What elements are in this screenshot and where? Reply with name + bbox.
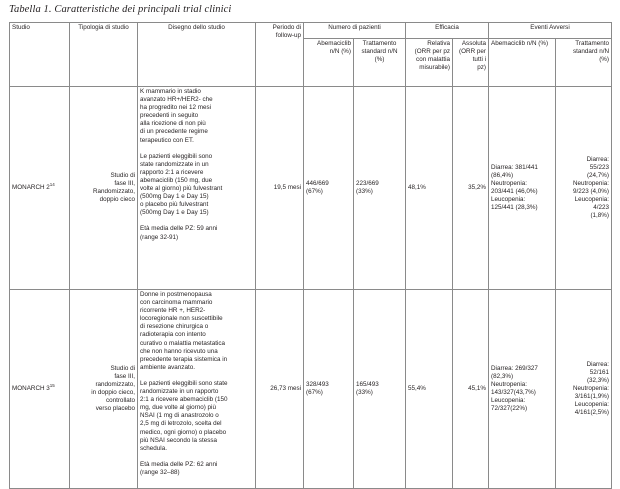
cell-line: (67%) — [306, 389, 323, 396]
cell-line: Studio di — [110, 364, 135, 372]
cell-tipologia — [70, 290, 138, 489]
cell-line: Diarrea: 381/441 — [491, 163, 538, 171]
cell-line: Diarrea: — [586, 155, 609, 163]
cell-line: (86,4%) — [491, 171, 514, 179]
header-tipologia: Tipologia di studio — [70, 23, 138, 87]
cell-line: Neutropenia: — [491, 380, 528, 388]
cell-line: curativo o malattia metastatica — [140, 339, 226, 347]
cell-line: di un precedente regime — [140, 128, 208, 136]
cell-line: (24,7%) — [586, 171, 609, 179]
cell-line: in doppio cieco, — [91, 389, 135, 396]
cell-line: mg, due volte al giorno) più — [140, 404, 216, 412]
study-reference: 14 — [49, 181, 55, 187]
cell-line: ricorrente HR +, HER2- — [140, 307, 206, 315]
cell-line: randomizzato, — [95, 380, 135, 388]
cell-line: 203/441 (46,0%) — [491, 188, 538, 195]
table-row — [10, 87, 612, 290]
cell-line: Randomizzato, — [93, 188, 135, 195]
cell-line: Leucopenia: — [574, 196, 609, 204]
cell-line: fase III, — [114, 372, 135, 380]
cell-line: verso placebo — [95, 405, 135, 413]
cell-line: controllato — [105, 397, 135, 405]
cell-line: terapeutico con ET. — [140, 136, 194, 144]
header-line: tutti i — [472, 56, 486, 64]
header-ev-standard — [556, 39, 612, 87]
header-row-top — [10, 23, 612, 39]
cell-line: rapporto 2:1 a ricevere — [140, 168, 204, 176]
header-numero-pazienti: Numero di pazienti — [304, 23, 406, 39]
cell-studio — [10, 290, 70, 489]
table-body — [10, 87, 612, 489]
cell-eff-relativa: 48,1% — [406, 87, 453, 290]
cell-line: 2:1 a ricevere abemaciclib (150 — [140, 396, 228, 404]
cell-line: con carcinoma mammario — [140, 299, 213, 307]
table-caption: Tabella 1. Caratteristiche dei principali trial clinici — [9, 4, 232, 15]
cell-line: (33%) — [356, 389, 373, 396]
header-eff-relativa — [406, 39, 453, 87]
cell-line: alla ricezione di non più — [140, 120, 206, 128]
cell-studio — [10, 87, 70, 290]
design-paragraph — [140, 461, 253, 477]
header-ev-abemaciclib: Abemaciclib n/N (%) — [489, 39, 556, 87]
cell-line: schedula. — [140, 444, 167, 452]
cell-line: Leucopenia: — [491, 196, 526, 204]
cell-line: Le pazienti eleggibili sono state — [140, 379, 228, 387]
cell-line: NSAI (1 mg di anastrozolo o — [140, 412, 219, 420]
header-line: (%) — [599, 56, 609, 64]
cell-eff-assoluta: 35,2% — [453, 87, 489, 290]
design-paragraph — [140, 291, 253, 372]
header-line: (ORR per — [459, 48, 486, 56]
cell-line: ha progredito nei 12 mesi — [140, 104, 212, 112]
cell-line: Le pazienti eleggibili sono — [140, 152, 213, 160]
cell-line: Età media delle PZ: 62 anni — [140, 460, 218, 468]
design-paragraph — [140, 380, 253, 453]
study-name: MONARCH $3^{15}$ — [12, 382, 55, 392]
cell-line: (1,8%) — [590, 212, 609, 220]
cell-line: 9/223 (4,0%) — [572, 188, 609, 195]
cell-line: (33%) — [356, 188, 373, 195]
design-paragraph — [140, 225, 253, 241]
header-num-abemaciclib — [304, 39, 354, 87]
cell-line: precedente terapia sistemica in — [140, 355, 228, 363]
header-line: (ORR per pz — [414, 48, 450, 56]
cell-eff-assoluta: 45,1% — [453, 290, 489, 489]
header-periodo — [256, 23, 304, 87]
header-line: standard n/N — [572, 48, 609, 56]
header-line: con malattia — [416, 56, 450, 64]
cell-line: Leucopenia: — [574, 401, 609, 409]
header-line: Relativa — [427, 40, 450, 47]
cell-line: 223/669 — [356, 179, 379, 187]
cell-line: Donne in postmenopausa — [140, 291, 212, 298]
table-row — [10, 290, 612, 489]
header-periodo-line: Periodo di — [272, 24, 301, 31]
cell-line: abemaciclib (150 mg, due — [140, 176, 213, 184]
cell-line: doppio cieco — [99, 196, 135, 204]
header-line: pz) — [477, 64, 486, 72]
cell-line: Neutropenia: — [572, 384, 609, 392]
cell-line: 2,5 mg di letrozolo, scelta del — [140, 420, 222, 428]
design-paragraph — [140, 88, 253, 145]
cell-line: (range 32–88) — [140, 468, 180, 476]
cell-line: che non hanno ricevuto una — [140, 347, 218, 355]
header-periodo-line: follow-up — [275, 32, 301, 40]
header-studio: Studio — [10, 23, 70, 87]
cell-line: 446/669 — [306, 179, 329, 187]
header-eff-assoluta — [453, 39, 489, 87]
cell-line: 4/223 — [593, 204, 609, 212]
clinical-trials-table — [9, 22, 612, 489]
cell-line: (32,3%) — [586, 376, 609, 384]
cell-line: 143/327(43,7%) — [491, 389, 536, 396]
cell-periodo: 26,73 mesi — [256, 290, 304, 489]
header-line: Abemaciclib — [317, 40, 351, 47]
cell-line: 55/223 — [589, 163, 609, 171]
cell-line: 3/161(1,9%) — [574, 393, 609, 401]
cell-line: (67%) — [306, 188, 323, 195]
cell-num-standard — [354, 87, 406, 290]
cell-line: (82,3%) — [491, 372, 514, 380]
header-num-standard — [354, 39, 406, 87]
header-line: standard n/N — [361, 48, 398, 56]
cell-line: precedenti in seguito — [140, 112, 199, 120]
cell-line: randomizzate in un rapporto — [140, 388, 219, 396]
cell-tipologia — [70, 87, 138, 290]
cell-line: Età media delle PZ: 59 anni — [140, 225, 218, 233]
cell-line: (range 32-91) — [140, 233, 179, 241]
cell-line: Diarrea: 269/327 — [491, 364, 538, 372]
cell-line: Neutropenia: — [572, 179, 609, 187]
cell-line: (500mg Day 1 e Day 15) — [140, 209, 209, 217]
cell-line: 165/493 — [356, 380, 379, 388]
header-efficacia: Efficacia — [406, 23, 489, 39]
cell-line: o placebo più fulvestrant — [140, 201, 209, 209]
cell-eff-relativa: 55,4% — [406, 290, 453, 489]
header-line: Trattamento — [575, 40, 609, 47]
cell-line: 328/493 — [306, 380, 329, 388]
cell-line: più NSAI secondo la stessa — [140, 436, 218, 444]
cell-num-abemaciclib — [304, 290, 354, 489]
cell-line: fase III, — [114, 179, 135, 187]
header-line: (%) — [374, 56, 385, 64]
cell-line: K mammario in stadio — [140, 88, 201, 95]
study-name: MONARCH $2^{14}$ — [12, 181, 55, 191]
cell-line: 125/441 (28,3%) — [491, 204, 538, 212]
header-eventi-avversi: Eventi Avversi — [489, 23, 612, 39]
header-line: Assoluta — [461, 40, 486, 47]
cell-num-abemaciclib — [304, 87, 354, 290]
cell-num-standard — [354, 290, 406, 489]
cell-disegno — [138, 290, 256, 489]
cell-line: (500mg Day 1 e Day 15) — [140, 193, 209, 201]
cell-periodo: 19,5 mesi — [256, 87, 304, 290]
header-line: n/N (%) — [329, 48, 351, 56]
cell-line: 4/161(2,5%) — [574, 409, 609, 417]
cell-line: Diarrea: — [586, 360, 609, 368]
cell-line: 52/161 — [589, 368, 609, 376]
cell-ev-abemaciclib — [489, 290, 556, 489]
header-line: misurabile) — [419, 64, 450, 72]
design-paragraph — [140, 153, 253, 218]
cell-line: locoregionale non suscettibile — [140, 315, 223, 323]
header-line: Trattamento — [362, 40, 397, 47]
cell-line: ambiente avanzato. — [140, 363, 195, 371]
cell-line: di resezione chirurgica o — [140, 323, 209, 331]
cell-line: 72/327(22%) — [491, 405, 528, 413]
cell-ev-standard — [556, 87, 612, 290]
cell-ev-standard — [556, 290, 612, 489]
cell-line: volte al giorno) più fulvestrant — [140, 185, 223, 193]
study-reference: 15 — [49, 382, 55, 388]
cell-line: medico, ogni giorno) o placebo — [140, 428, 227, 436]
cell-line: state randomizzate in un — [140, 160, 209, 168]
cell-line: Neutropenia: — [491, 179, 528, 187]
header-disegno: Disegno dello studio — [138, 23, 256, 87]
cell-disegno — [138, 87, 256, 290]
cell-ev-abemaciclib — [489, 87, 556, 290]
cell-line: Studio di — [110, 171, 135, 179]
cell-line: Leucopenia: — [491, 397, 526, 405]
cell-line: radioterapia con intento — [140, 331, 206, 339]
cell-line: avanzato HR+/HER2- che — [140, 96, 213, 104]
